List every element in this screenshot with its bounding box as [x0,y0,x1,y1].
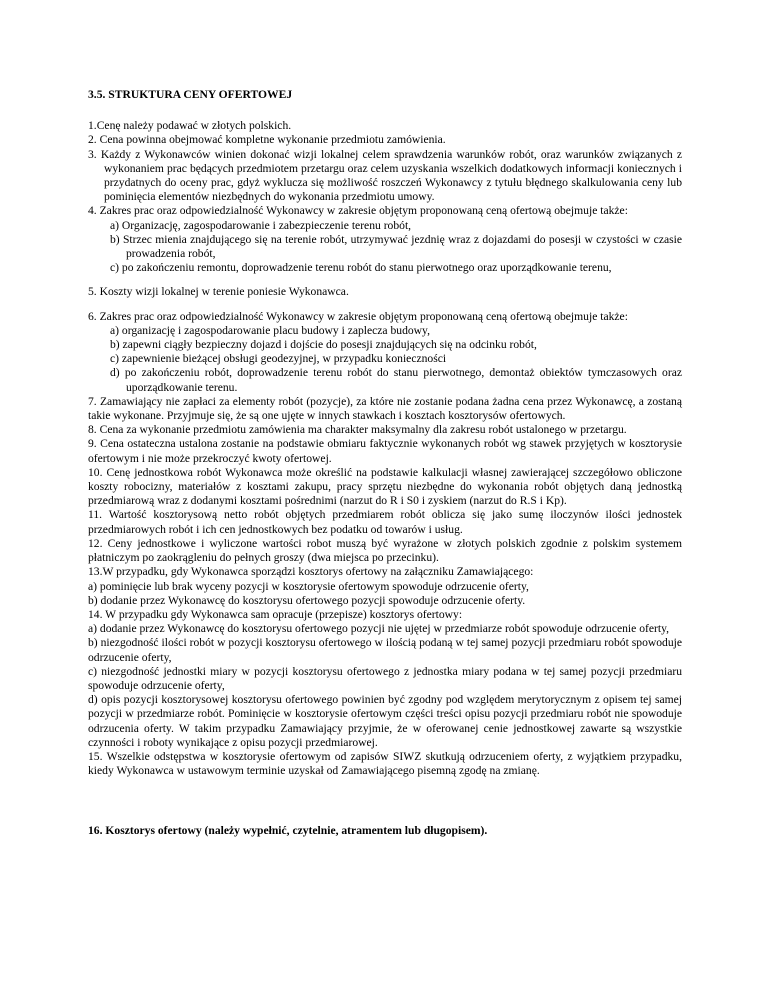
paragraph-1: 1.Cenę należy podawać w złotych polskich. [88,119,292,133]
paragraph-14-item-d: d) opis pozycji kosztorysowej kosztorysu ofertowego powinien być zgodny pod względem merytorycznym z opisem tej samej pozycji w przedmiarze robót. Pominięcie w kosztorysie ofertowym części treści opisu pozycji przedmiaru robót nie spowoduje odrzucenia oferty. W takim przypadku Zamawiający przyjmie, że w oferowanej cenie jednostkowej zawarte są wszystkie czynności i roboty wynikające z opisu pozycji przedmiarowej. [88,693,682,749]
paragraph-13: 13.W przypadku, gdy Wykonawca sporządzi kosztorys ofertowy na załączniku Zamawiającego: [88,565,534,579]
paragraph-8: 8. Cena za wykonanie przedmiotu zamówienia ma charakter maksymalny dla zakresu robót ustalonego w przetargu. [88,423,627,437]
paragraph-6-item-c: c) zapewnienie bieżącej obsługi geodezyjnej, w przypadku konieczności [110,352,447,366]
paragraph-2: 2. Cena powinna obejmować kompletne wykonanie przedmiotu zamówienia. [88,133,446,147]
paragraph-10: 10. Cenę jednostkowa robót Wykonawca może określić na podstawie kalkulacji własnej zawierającej szczegółowo obliczone koszty robocizny, materiałów z kosztami zakupu, pracy sprzętu niezbędne do wykonania robót objętych daną jednostką przedmiarową wraz z dodanymi kosztami pośrednimi (narzut do R i S0 i zyskiem (narzut do R.S i Kp). [88,465,682,508]
paragraph-7: 7. Zamawiający nie zapłaci za elementy robót (pozycje), za które nie zostanie podana żadna cena przez Wykonawcę, a zostaną takie wykonane. Przyjmuje się, że są one ujęte w innych stawkach i kosztach kosztorysów ofertowych. [88,394,682,423]
paragraph-6-item-a: a) organizację i zagospodarowanie placu budowy i zaplecza budowy, [110,323,430,337]
paragraph-3: 3. Każdy z Wykonawców winien dokonać wizji lokalnej celem sprawdzenia warunków robót, oraz warunków związanych z wykonaniem prac będących przedmiotem przetargu oraz celem uzyskania wszelkich dodatkowych informacji koniecznych i przydatnych do oceny prac, gdyż wyklucza się możliwość roszczeń Wykonawcy z tytułu błędnego skalkulowania ceny lub pominięcia elementów niezbędnych do wykonania przedmiotu umowy. [88,147,682,204]
paragraph-6: 6. Zakres prac oraz odpowiedzialność Wykonawcy w zakresie objętym proponowaną ceną ofertową obejmuje także: [88,309,628,323]
paragraph-6-item-b: b) zapewni ciągły bezpieczny dojazd i dojście do posesji znajdujących się na odcinku robót, [110,338,537,352]
paragraph-4-item-c: c) po zakończeniu remontu, doprowadzenie terenu robót do stanu pierwotnego oraz uporządkowanie terenu, [110,261,612,275]
paragraph-14-item-b: b) niezgodność ilości robót w pozycji kosztorysu ofertowego w ilością podaną w tej samej pozycji przedmiaru robót spowoduje odrzucenie oferty, [88,636,682,664]
paragraph-14-item-a: a) dodanie przez Wykonawcę do kosztorysu ofertowego pozycji nie ujętej w przedmiarze robót spowoduje odrzucenie oferty, [88,622,670,636]
paragraph-15: 15. Wszelkie odstępstwa w kosztorysie ofertowym od zapisów SIWZ skutkują odrzuceniem oferty, z wyjątkiem przypadku, kiedy Wykonawca w ustawowym terminie uzyskał od Zamawiającego pisemną zgodę na zmianę. [88,749,682,778]
paragraph-9: 9. Cena ostateczna ustalona zostanie na podstawie obmiaru faktycznie wykonanych robót wg stawek przyjętych w kosztorysie ofertowym i nie może przekroczyć kwoty ofertowej. [88,437,682,465]
document-page [88,88,682,839]
paragraph-4-item-a: a) Organizację, zagospodarowanie i zabezpieczenie terenu robót, [110,218,412,232]
paragraph-6-item-d: d) po zakończeniu robót, doprowadzenie terenu robót do stanu pierwotnego, demontaż obiektów tymczasowych oraz uporządkowanie terenu. [110,366,682,394]
paragraph-12: 12. Ceny jednostkowe i wyliczone wartości robot muszą być wyrażone w złotych polskich zgodnie z polskim systemem płatniczym po zaokrągleniu do pełnych groszy (dwa miejsca po przecinku). [88,536,682,565]
paragraph-4: 4. Zakres prac oraz odpowiedzialność Wykonawcy w zakresie objętym proponowaną ceną ofertową obejmuje także: [88,204,628,218]
paragraph-4-item-b: b) Strzec mienia znajdującego się na terenie robót, utrzymywać jezdnię wraz z dojazdami do posesji w czystości w czasie prowadzenia robót, [110,232,682,261]
paragraph-14-item-c: c) niezgodność jednostki miary w pozycji kosztorysu ofertowego z jednostka miary podana w tej samej pozycji przedmiaru spowoduje odrzucenie oferty, [88,664,682,692]
paragraph-14: 14. W przypadku gdy Wykonawca sam opracuje (przepisze) kosztorys ofertowy: [88,607,463,621]
section-16-title: 16. Kosztorys ofertowy (należy wypełnić, czytelnie, atramentem lub długopisem). [88,824,488,838]
paragraph-5: 5. Koszty wizji lokalnej w terenie poniesie Wykonawca. [88,285,349,299]
section-title: 3.5. STRUKTURA CENY OFERTOWEJ [88,88,293,101]
paragraph-11: 11. Wartość kosztorysową netto robót objętych przedmiarem robót oblicza się jako sumę iloczynów ilości jednostek przedmiarowych robót i ich cen jednostkowych bez podatku od towarów i usług. [88,508,682,536]
paragraph-13-item-b: b) dodanie przez Wykonawcę do kosztorysu ofertowego pozycji spowoduje odrzucenie oferty. [88,593,526,607]
paragraph-13-item-a: a) pominięcie lub brak wyceny pozycji w kosztorysie ofertowym spowoduje odrzucenie oferty, [88,579,529,593]
